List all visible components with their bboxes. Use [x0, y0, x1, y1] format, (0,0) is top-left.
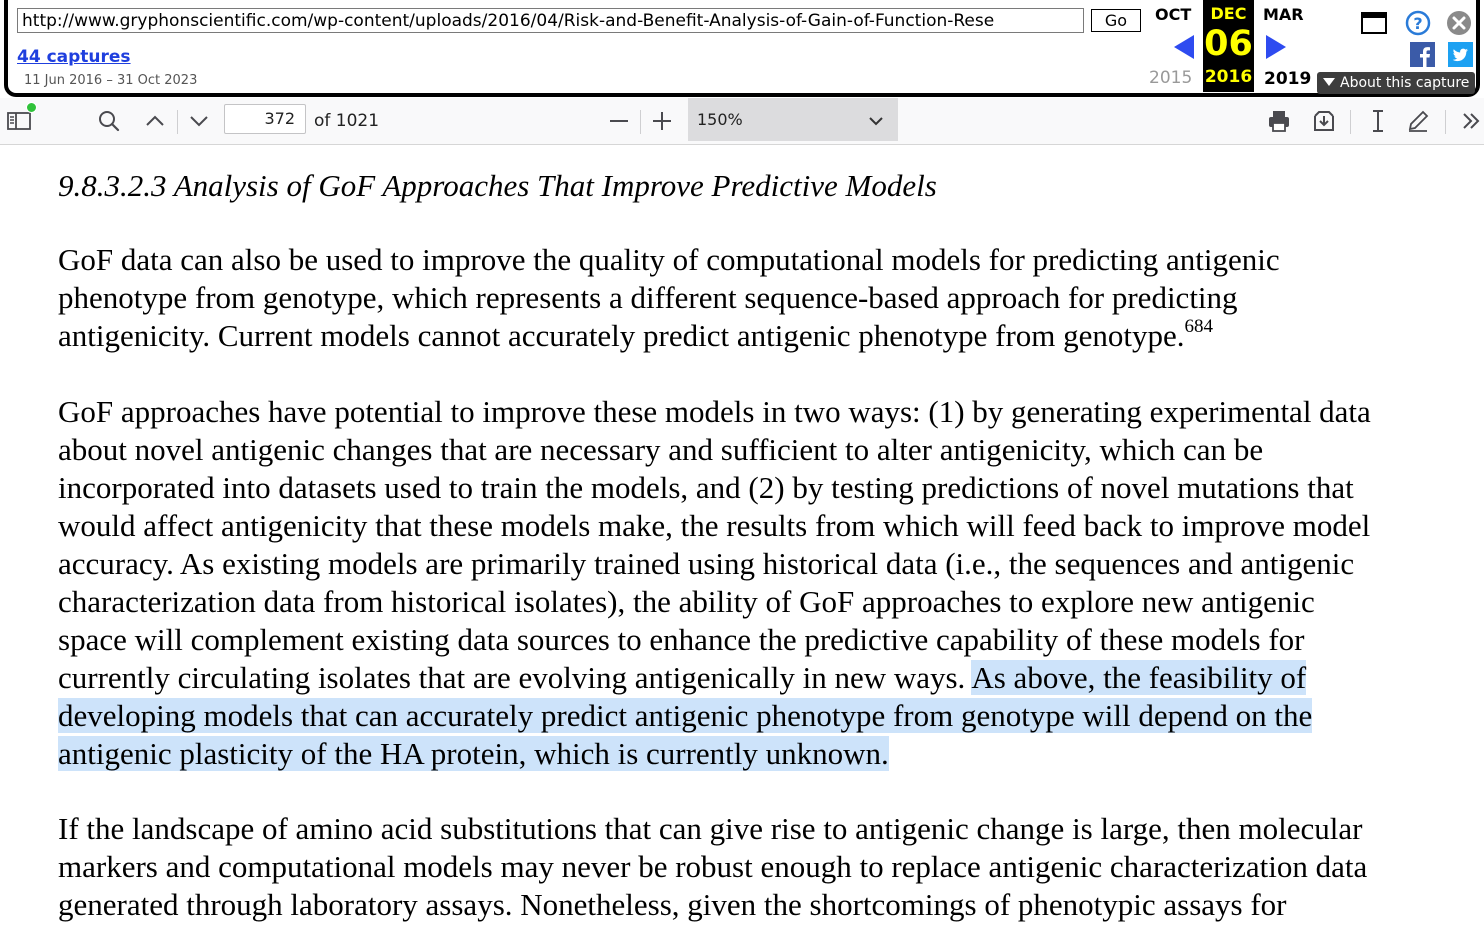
prev-capture-arrow-icon[interactable]	[1174, 35, 1194, 59]
chevron-down-icon[interactable]	[186, 108, 212, 134]
text-line: If the landscape of amino acid substitutions that can give rise to antigenic change is large, then molecular	[58, 811, 1363, 846]
help-icon[interactable]	[1405, 10, 1431, 36]
text-line: generated through laboratory assays. Nonetheless, given the shortcomings of phenotypic assays for	[58, 887, 1287, 922]
chevron-down-icon	[866, 113, 886, 129]
go-button[interactable]: Go	[1091, 9, 1141, 32]
twitter-icon[interactable]	[1448, 42, 1473, 67]
captures-link[interactable]: 44 captures	[17, 47, 131, 67]
download-icon[interactable]	[1311, 108, 1337, 134]
prev-month-label[interactable]: OCT	[1155, 5, 1192, 24]
close-icon[interactable]	[1446, 10, 1472, 36]
text-line	[58, 735, 1371, 773]
section-heading: 9.8.3.2.3 Analysis of GoF Approaches That Improve Predictive Models	[58, 168, 937, 203]
current-capture-date	[1203, 0, 1254, 92]
text-line: phenotype from genotype, which represents a different sequence-based approach for predicting	[58, 280, 1238, 315]
footnote-ref[interactable]: 684	[1184, 316, 1214, 337]
current-month: DEC	[1210, 4, 1247, 23]
text-line: would affect antigenicity that these models make, the results from which will feed back to improve model	[58, 508, 1371, 543]
text-line: about novel antigenic changes that are necessary and sufficient to alter antigenicity, which can be	[58, 432, 1264, 467]
chevron-up-icon[interactable]	[142, 108, 168, 134]
minus-icon[interactable]	[606, 108, 632, 134]
pdf-page	[0, 146, 1484, 929]
text-segment: currently circulating isolates that are evolving antigenically in new ways.	[58, 660, 972, 695]
text-line: incorporated into datasets used to train the models, and (2) by testing predictions of novel mutations that	[58, 470, 1354, 505]
toolbar-separator	[177, 110, 178, 134]
paragraph-2	[58, 393, 1371, 773]
next-capture-arrow-icon[interactable]	[1266, 35, 1286, 59]
next-year-label[interactable]: 2019	[1264, 69, 1312, 89]
facebook-icon[interactable]	[1410, 42, 1435, 67]
toolbar-separator	[640, 110, 641, 134]
plus-icon[interactable]	[649, 108, 675, 134]
text-cursor-icon[interactable]	[1365, 108, 1391, 134]
selected-text[interactable]: As above, the feasibility of	[971, 660, 1307, 695]
about-capture-button[interactable]	[1317, 72, 1475, 94]
text-line: markers and computational models may never be robust enough to replace antigenic characterization data	[58, 849, 1368, 884]
text-line: accuracy. As existing models are primarily trained using historical data (i.e., the sequences and antigenic	[58, 546, 1355, 581]
selected-text[interactable]: developing models that can accurately predict antigenic phenotype from genotype will depend on the	[58, 698, 1313, 733]
text-line	[58, 317, 1280, 355]
selected-text[interactable]: antigenic plasticity of the HA protein, which is currently unknown.	[58, 736, 889, 771]
about-capture-label: About this capture	[1340, 75, 1470, 91]
prev-year-label[interactable]: 2015	[1149, 68, 1193, 88]
pencil-icon[interactable]	[1405, 108, 1431, 134]
window-icon[interactable]	[1361, 12, 1387, 34]
caret-down-icon	[1323, 78, 1335, 86]
current-day: 06	[1204, 24, 1253, 64]
zoom-select[interactable]: 150%	[688, 98, 898, 141]
text-line: GoF approaches have potential to improve these models in two ways: (1) by generating experimental data	[58, 394, 1371, 429]
text-line	[58, 697, 1371, 735]
wayback-toolbar	[0, 0, 1484, 98]
text-line-content: antigenicity. Current models cannot accurately predict antigenic phenotype from genotype.	[58, 318, 1185, 353]
text-line: space will complement existing data sources to enhance the predictive capability of these models for	[58, 622, 1305, 657]
next-month-label[interactable]: MAR	[1263, 5, 1304, 24]
toolbar-separator	[1445, 110, 1446, 134]
page-count-label: of 1021	[314, 111, 380, 131]
current-year: 2016	[1204, 67, 1253, 87]
capture-date-range: 11 Jun 2016 – 31 Oct 2023	[24, 73, 198, 88]
page-number-input[interactable]: 372	[224, 104, 306, 134]
text-line: GoF data can also be used to improve the quality of computational models for predicting antigenic	[58, 242, 1280, 277]
paragraph-3	[58, 810, 1367, 924]
sidebar-notification-dot	[26, 102, 37, 113]
svg-text:?: ?	[1413, 14, 1423, 33]
search-icon[interactable]	[96, 108, 122, 134]
text-line: characterization data from historical isolates), the ability of GoF approaches to explore new antigenic	[58, 584, 1315, 619]
text-line	[58, 659, 1371, 697]
url-input[interactable]: http://www.gryphonscientific.com/wp-content/uploads/2016/04/Risk-and-Benefit-Analysis-of-Gain-of-Function-Rese	[17, 8, 1084, 33]
toolbar-separator	[1350, 110, 1351, 134]
double-chevron-right-icon[interactable]	[1458, 108, 1484, 134]
print-icon[interactable]	[1266, 108, 1292, 134]
paragraph-1	[58, 241, 1280, 355]
